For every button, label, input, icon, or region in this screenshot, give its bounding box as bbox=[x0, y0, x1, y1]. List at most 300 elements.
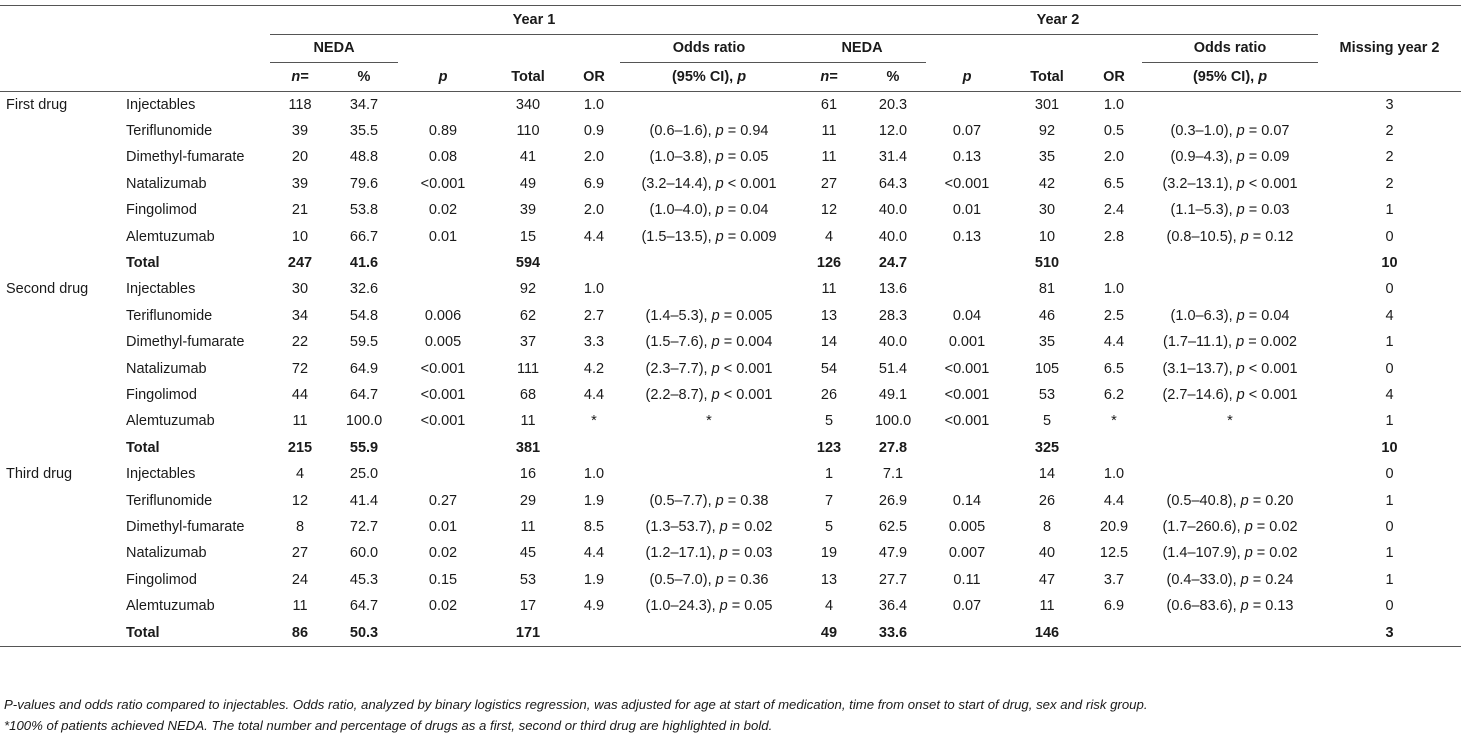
cell-y1-total: 39 bbox=[519, 202, 537, 219]
cell-y1-total: 11 bbox=[520, 413, 536, 430]
cell-y2-p bbox=[926, 461, 1008, 487]
cell-y1-p: 0.005 bbox=[424, 334, 462, 351]
cell-y1-pct: 60.0 bbox=[349, 545, 379, 562]
p-symbol: p bbox=[715, 123, 724, 140]
cell-y2-total: 26 bbox=[1038, 492, 1056, 509]
cell-y1-or: 4.4 bbox=[583, 228, 605, 245]
total-y2-n: 49 bbox=[798, 619, 860, 646]
total-empty bbox=[1086, 250, 1142, 276]
table-footnotes bbox=[4, 694, 1454, 736]
cell-y1-p bbox=[398, 276, 488, 302]
y1-pct-header: % bbox=[330, 63, 398, 92]
cell-y1-or: 1.9 bbox=[583, 571, 605, 588]
drug-name: Dimethyl-fumarate bbox=[126, 334, 245, 351]
total-y1-total: 594 bbox=[515, 255, 541, 272]
total-label: Total bbox=[126, 255, 160, 272]
total-missing: 10 bbox=[1381, 439, 1398, 456]
total-y2-n: 123 bbox=[816, 439, 842, 456]
cell-y1-total: 41 bbox=[519, 149, 537, 166]
missing-year2-header: Missing year 2 bbox=[1339, 40, 1440, 57]
total-y1-total: 171 bbox=[488, 619, 568, 646]
cell-y2-or: 12.5 bbox=[1099, 545, 1129, 562]
cell-y1-ci: (0.5–7.0), p = 0.36 bbox=[649, 571, 769, 588]
cell-y1-ci: (1.3–53.7), p = 0.02 bbox=[645, 518, 773, 535]
table-row bbox=[0, 329, 1461, 355]
p-symbol: p bbox=[715, 228, 724, 245]
cell-y2-n: 1 bbox=[824, 466, 834, 483]
cell-missing: 0 bbox=[1385, 281, 1394, 298]
cell-missing: 0 bbox=[1385, 228, 1394, 245]
drug-name: Teriflunomide bbox=[126, 492, 213, 509]
total-row bbox=[0, 250, 1461, 276]
cell-y1-pct: 25.0 bbox=[349, 466, 379, 483]
group-label bbox=[0, 487, 120, 513]
cell-missing: 0 bbox=[1385, 360, 1394, 377]
cell-y1-ci bbox=[620, 276, 798, 302]
cell-y1-n: 21 bbox=[291, 202, 309, 219]
cell-y1-or: 1.0 bbox=[583, 281, 605, 298]
drug-name: Fingolimod bbox=[126, 386, 197, 403]
cell-y1-total: 15 bbox=[519, 228, 537, 245]
year2-header: Year 2 bbox=[798, 6, 1318, 35]
cell-y2-or: 1.0 bbox=[1103, 281, 1125, 298]
cell-y2-n: 13 bbox=[820, 571, 838, 588]
header-row-columns bbox=[0, 63, 1461, 92]
cell-y1-pct: 48.8 bbox=[349, 149, 379, 166]
cell-y1-ci bbox=[620, 461, 798, 487]
drug-name: Injectables bbox=[126, 466, 196, 483]
cell-y2-ci: (1.7–11.1), p = 0.002 bbox=[1163, 334, 1297, 351]
cell-y2-p: 0.01 bbox=[952, 202, 982, 219]
cell-y1-p: 0.02 bbox=[428, 598, 458, 615]
total-empty bbox=[926, 435, 1008, 461]
cell-missing: 1 bbox=[1385, 334, 1394, 351]
year2-odds-ratio-header: Odds ratio bbox=[1142, 34, 1318, 63]
table-row bbox=[0, 461, 1461, 487]
cell-y1-p: 0.15 bbox=[428, 571, 458, 588]
cell-y1-ci: (0.5–7.7), p = 0.38 bbox=[649, 492, 769, 509]
cell-y2-total: 92 bbox=[1038, 123, 1056, 140]
group-label bbox=[0, 408, 120, 434]
cell-y1-n: 118 bbox=[288, 96, 312, 113]
cell-y2-n: 7 bbox=[824, 492, 834, 509]
cell-y2-total: 8 bbox=[1042, 518, 1052, 535]
cell-y2-pct: 40.0 bbox=[878, 202, 908, 219]
p-symbol: p bbox=[1240, 492, 1249, 509]
cell-y2-n: 5 bbox=[824, 518, 834, 535]
cell-y2-ci: (1.0–6.3), p = 0.04 bbox=[1170, 307, 1290, 324]
p-symbol: p bbox=[1244, 545, 1253, 562]
total-y2-pct: 27.8 bbox=[878, 439, 908, 456]
p-symbol: p bbox=[1236, 334, 1245, 351]
cell-y1-or: 6.9 bbox=[583, 175, 605, 192]
cell-y2-p bbox=[926, 91, 1008, 118]
total-y1-total: 381 bbox=[515, 439, 541, 456]
cell-missing: 0 bbox=[1385, 598, 1394, 615]
cell-y2-total: 5 bbox=[1042, 413, 1052, 430]
cell-y2-total: 42 bbox=[1038, 175, 1056, 192]
total-y1-n: 247 bbox=[287, 255, 313, 272]
cell-y2-pct: 51.4 bbox=[878, 360, 908, 377]
p-symbol: p bbox=[719, 545, 728, 562]
cell-y2-or: 2.4 bbox=[1103, 202, 1125, 219]
total-empty bbox=[568, 250, 620, 276]
group-label-empty bbox=[0, 435, 120, 461]
cell-y2-pct: 47.9 bbox=[878, 545, 908, 562]
cell-y1-or: 8.5 bbox=[583, 518, 605, 535]
group-label bbox=[0, 144, 120, 170]
y2-or-header: OR bbox=[1086, 63, 1142, 92]
cell-y1-or: 2.0 bbox=[583, 149, 605, 166]
table-row bbox=[0, 382, 1461, 408]
footnote-2: *100% of patients achieved NEDA. The total number and percentage of drugs as a first, second or third drug are highlighted in bold. bbox=[4, 718, 773, 733]
group-label bbox=[0, 197, 120, 223]
group-label bbox=[0, 567, 120, 593]
cell-y1-pct: 64.7 bbox=[349, 598, 379, 615]
cell-y2-pct: 12.0 bbox=[878, 123, 908, 140]
group-label bbox=[0, 223, 120, 249]
cell-y1-total: 111 bbox=[516, 360, 540, 377]
cell-y2-pct: 62.5 bbox=[878, 518, 908, 535]
cell-missing: 3 bbox=[1385, 96, 1394, 113]
year1-odds-ratio-header: Odds ratio bbox=[620, 34, 798, 63]
cell-y2-ci: (0.6–83.6), p = 0.13 bbox=[1166, 598, 1294, 615]
cell-y2-n: 14 bbox=[820, 334, 838, 351]
cell-y2-total: 40 bbox=[1038, 545, 1056, 562]
total-y2-total: 510 bbox=[1034, 255, 1060, 272]
p-symbol: p bbox=[1236, 202, 1245, 219]
table-row bbox=[0, 144, 1461, 170]
total-y2-total: 325 bbox=[1034, 439, 1060, 456]
total-empty bbox=[398, 435, 488, 461]
cell-y2-n: 26 bbox=[820, 386, 838, 403]
cell-y1-p: <0.001 bbox=[420, 386, 466, 403]
total-empty bbox=[620, 250, 798, 276]
p-symbol: p bbox=[1240, 598, 1249, 615]
drug-name: Teriflunomide bbox=[126, 307, 213, 324]
cell-y1-ci: * bbox=[706, 413, 712, 430]
p-symbol: p bbox=[715, 571, 724, 588]
cell-y2-n: 19 bbox=[820, 545, 838, 562]
cell-y1-n: 72 bbox=[291, 360, 309, 377]
total-empty bbox=[620, 619, 798, 646]
cell-y2-n: 11 bbox=[821, 149, 837, 166]
total-y1-pct: 41.6 bbox=[349, 255, 379, 272]
p-symbol: p bbox=[719, 518, 728, 535]
p-symbol: p bbox=[1236, 175, 1245, 192]
cell-y1-total: 16 bbox=[519, 466, 537, 483]
cell-y1-pct: 53.8 bbox=[349, 202, 379, 219]
drug-name: Alemtuzumab bbox=[126, 598, 215, 615]
cell-missing: 1 bbox=[1385, 492, 1394, 509]
cell-y1-n: 12 bbox=[291, 492, 309, 509]
cell-y1-ci: (0.6–1.6), p = 0.94 bbox=[649, 123, 769, 140]
cell-y2-p: 0.13 bbox=[952, 228, 982, 245]
cell-y1-total: 49 bbox=[519, 175, 537, 192]
total-empty bbox=[1086, 619, 1142, 646]
p-symbol: p bbox=[711, 360, 720, 377]
year1-header: Year 1 bbox=[270, 6, 798, 35]
cell-y2-ci bbox=[1142, 91, 1318, 118]
cell-y2-ci bbox=[1142, 461, 1318, 487]
p-symbol: p bbox=[1240, 228, 1249, 245]
group-label bbox=[0, 355, 120, 381]
ci-p: p bbox=[1258, 68, 1268, 85]
cell-y2-total: 35 bbox=[1038, 334, 1056, 351]
cell-y2-or: 2.5 bbox=[1103, 307, 1125, 324]
cell-missing: 1 bbox=[1385, 571, 1394, 588]
p-symbol: p bbox=[1236, 307, 1245, 324]
cell-y2-or: 0.5 bbox=[1103, 123, 1125, 140]
table-row bbox=[0, 303, 1461, 329]
table-row bbox=[0, 223, 1461, 249]
group-label: Third drug bbox=[6, 466, 73, 483]
cell-y2-p: 0.04 bbox=[952, 307, 982, 324]
total-y1-pct: 50.3 bbox=[330, 619, 398, 646]
cell-y2-or: 2.8 bbox=[1103, 228, 1125, 245]
total-y1-pct: 55.9 bbox=[349, 439, 379, 456]
cell-y1-n: 34 bbox=[291, 307, 309, 324]
table-row bbox=[0, 593, 1461, 619]
cell-y2-n: 11 bbox=[821, 123, 837, 140]
table-row bbox=[0, 91, 1461, 118]
y2-ci-header bbox=[1142, 63, 1318, 92]
cell-y1-pct: 59.5 bbox=[349, 334, 379, 351]
cell-y1-n: 8 bbox=[295, 518, 305, 535]
total-empty bbox=[398, 619, 488, 646]
total-y1-n: 86 bbox=[270, 619, 330, 646]
cell-y1-pct: 32.6 bbox=[349, 281, 379, 298]
cell-y1-p: <0.001 bbox=[420, 360, 466, 377]
cell-y2-total: 14 bbox=[1038, 466, 1056, 483]
cell-missing: 1 bbox=[1385, 413, 1394, 430]
cell-y1-pct: 41.4 bbox=[349, 492, 379, 509]
cell-y2-ci: (0.5–40.8), p = 0.20 bbox=[1166, 492, 1294, 509]
total-empty bbox=[1142, 619, 1318, 646]
cell-y2-n: 27 bbox=[820, 175, 838, 192]
cell-y1-total: 68 bbox=[519, 386, 537, 403]
cell-y2-or: 6.5 bbox=[1103, 175, 1125, 192]
cell-y2-or: 6.9 bbox=[1103, 598, 1125, 615]
cell-y1-p bbox=[398, 461, 488, 487]
cell-y1-or: 1.9 bbox=[583, 492, 605, 509]
cell-y1-p: 0.01 bbox=[428, 228, 458, 245]
cell-y1-or: 4.9 bbox=[583, 598, 605, 615]
cell-y2-ci: (0.8–10.5), p = 0.12 bbox=[1166, 228, 1294, 245]
cell-y1-or: 1.0 bbox=[583, 466, 605, 483]
total-missing: 3 bbox=[1318, 619, 1461, 646]
drug-name: Natalizumab bbox=[126, 545, 207, 562]
p-symbol: p bbox=[1240, 571, 1249, 588]
group-label bbox=[0, 514, 120, 540]
cell-y1-pct: 54.8 bbox=[349, 307, 379, 324]
cell-y2-or: 1.0 bbox=[1103, 96, 1125, 113]
cell-y1-total: 340 bbox=[515, 96, 541, 113]
cell-y1-n: 22 bbox=[291, 334, 309, 351]
table-row bbox=[0, 276, 1461, 302]
cell-y1-total: 29 bbox=[519, 492, 537, 509]
year1-neda-header: NEDA bbox=[270, 34, 398, 63]
group-label: Second drug bbox=[6, 281, 89, 298]
p-symbol: p bbox=[711, 307, 720, 324]
p-symbol: p bbox=[1236, 360, 1245, 377]
cell-y1-ci: (1.4–5.3), p = 0.005 bbox=[645, 307, 773, 324]
cell-y2-n: 4 bbox=[824, 228, 834, 245]
cell-y2-ci: (0.4–33.0), p = 0.24 bbox=[1166, 571, 1294, 588]
cell-y2-pct: 26.9 bbox=[878, 492, 908, 509]
cell-y2-n: 5 bbox=[824, 413, 834, 430]
cell-y2-p: <0.001 bbox=[944, 386, 990, 403]
cell-y1-or: 2.7 bbox=[583, 307, 605, 324]
cell-y2-pct: 27.7 bbox=[878, 571, 908, 588]
group-label-empty bbox=[0, 250, 120, 276]
cell-y2-ci bbox=[1142, 276, 1318, 302]
cell-y1-n: 44 bbox=[291, 386, 309, 403]
cell-y1-pct: 72.7 bbox=[349, 518, 379, 535]
cell-y2-total: 47 bbox=[1038, 571, 1056, 588]
cell-y2-or: 1.0 bbox=[1103, 466, 1125, 483]
cell-y1-p: 0.02 bbox=[428, 545, 458, 562]
cell-y1-p: <0.001 bbox=[420, 413, 466, 430]
total-empty bbox=[398, 250, 488, 276]
results-table bbox=[0, 5, 1461, 647]
cell-y1-ci: (1.5–7.6), p = 0.004 bbox=[645, 334, 773, 351]
year2-neda-header: NEDA bbox=[798, 34, 926, 63]
cell-y2-ci: (1.1–5.3), p = 0.03 bbox=[1170, 202, 1290, 219]
p-symbol: p bbox=[715, 202, 724, 219]
cell-y1-n: 4 bbox=[295, 466, 305, 483]
cell-y1-pct: 100.0 bbox=[345, 413, 383, 430]
cell-y2-pct: 40.0 bbox=[878, 334, 908, 351]
cell-y1-n: 24 bbox=[291, 571, 309, 588]
cell-y2-total: 53 bbox=[1038, 386, 1056, 403]
cell-y2-p: 0.07 bbox=[952, 123, 982, 140]
cell-y2-ci: (3.1–13.7), p < 0.001 bbox=[1162, 360, 1298, 377]
cell-y2-ci: (1.4–107.9), p = 0.02 bbox=[1162, 545, 1298, 562]
cell-y1-or: * bbox=[591, 413, 597, 430]
p-symbol: p bbox=[719, 598, 728, 615]
cell-y1-or: 1.0 bbox=[583, 96, 605, 113]
cell-y1-ci: (1.0–3.8), p = 0.05 bbox=[649, 149, 769, 166]
total-empty bbox=[568, 619, 620, 646]
drug-name: Fingolimod bbox=[126, 202, 197, 219]
cell-y2-total: 46 bbox=[1038, 307, 1056, 324]
header-row-years bbox=[0, 6, 1461, 35]
cell-y1-total: 62 bbox=[519, 307, 537, 324]
cell-y2-or: 4.4 bbox=[1103, 334, 1125, 351]
cell-y1-p: 0.27 bbox=[428, 492, 458, 509]
table-body bbox=[0, 91, 1461, 646]
y2-pct-header: % bbox=[860, 63, 926, 92]
cell-y1-n: 39 bbox=[291, 175, 309, 192]
y2-n-header: n= bbox=[798, 63, 860, 92]
cell-y1-total: 110 bbox=[516, 123, 540, 140]
table-row bbox=[0, 408, 1461, 434]
cell-y2-n: 13 bbox=[820, 307, 838, 324]
p-symbol: p bbox=[711, 386, 720, 403]
group-label bbox=[0, 382, 120, 408]
drug-name: Natalizumab bbox=[126, 175, 207, 192]
cell-y2-or: 2.0 bbox=[1103, 149, 1125, 166]
cell-y1-n: 20 bbox=[291, 149, 309, 166]
cell-y2-ci: (2.7–14.6), p < 0.001 bbox=[1162, 386, 1298, 403]
cell-y1-n: 11 bbox=[292, 413, 308, 430]
group-label: First drug bbox=[6, 96, 68, 113]
footnote-1: P-values and odds ratio compared to injectables. Odds ratio, analyzed by binary logistics regression, was adjusted for age at start of medication, time from onset to start of drug, sex and risk group. bbox=[4, 697, 1148, 712]
cell-y1-p: 0.89 bbox=[428, 123, 458, 140]
cell-y2-total: 30 bbox=[1038, 202, 1056, 219]
drug-name: Dimethyl-fumarate bbox=[126, 518, 245, 535]
cell-y2-p: 0.07 bbox=[952, 598, 982, 615]
cell-y1-total: 92 bbox=[519, 281, 537, 298]
total-empty bbox=[620, 435, 798, 461]
cell-y2-p: <0.001 bbox=[944, 413, 990, 430]
cell-y1-or: 0.9 bbox=[583, 123, 605, 140]
cell-y1-ci bbox=[620, 91, 798, 118]
cell-y1-or: 2.0 bbox=[583, 202, 605, 219]
table-row bbox=[0, 171, 1461, 197]
cell-y1-n: 10 bbox=[291, 228, 309, 245]
cell-missing: 1 bbox=[1385, 545, 1394, 562]
cell-y2-p: 0.001 bbox=[948, 334, 986, 351]
ci-prefix: (95% CI), bbox=[1192, 68, 1259, 85]
p-symbol: p bbox=[711, 334, 720, 351]
cell-y2-ci: (1.7–260.6), p = 0.02 bbox=[1162, 518, 1298, 535]
cell-y1-ci: (1.5–13.5), p = 0.009 bbox=[641, 228, 777, 245]
cell-y2-or: 6.2 bbox=[1103, 386, 1125, 403]
total-y2-n: 126 bbox=[816, 255, 842, 272]
cell-y1-ci: (3.2–14.4), p < 0.001 bbox=[641, 175, 777, 192]
table-row bbox=[0, 540, 1461, 566]
table-row bbox=[0, 514, 1461, 540]
table-row bbox=[0, 355, 1461, 381]
drug-name: Natalizumab bbox=[126, 360, 207, 377]
cell-y2-n: 54 bbox=[820, 360, 838, 377]
cell-y2-total: 11 bbox=[1039, 598, 1055, 615]
p-symbol: p bbox=[1236, 386, 1245, 403]
cell-y1-or: 4.4 bbox=[583, 386, 605, 403]
cell-y2-total: 105 bbox=[1034, 360, 1060, 377]
header-row-groups bbox=[0, 34, 1461, 63]
cell-y1-ci: (1.2–17.1), p = 0.03 bbox=[645, 545, 773, 562]
cell-y2-p bbox=[926, 276, 1008, 302]
cell-y1-ci: (1.0–24.3), p = 0.05 bbox=[645, 598, 773, 615]
total-y1-n: 215 bbox=[287, 439, 313, 456]
p-symbol: p bbox=[715, 149, 724, 166]
cell-y1-p: 0.01 bbox=[428, 518, 458, 535]
cell-y2-total: 81 bbox=[1038, 281, 1056, 298]
cell-y1-ci: (1.0–4.0), p = 0.04 bbox=[649, 202, 769, 219]
p-symbol: p bbox=[1236, 123, 1245, 140]
cell-y2-pct: 7.1 bbox=[882, 466, 904, 483]
cell-y2-or: 3.7 bbox=[1103, 571, 1125, 588]
table-row bbox=[0, 487, 1461, 513]
cell-y2-or: 4.4 bbox=[1103, 492, 1125, 509]
p-symbol: p bbox=[715, 492, 724, 509]
cell-y1-n: 39 bbox=[291, 123, 309, 140]
table-row bbox=[0, 567, 1461, 593]
table-row bbox=[0, 118, 1461, 144]
drug-name: Alemtuzumab bbox=[126, 228, 215, 245]
cell-y2-p: <0.001 bbox=[944, 175, 990, 192]
cell-y2-pct: 49.1 bbox=[878, 386, 908, 403]
cell-y2-ci: (0.3–1.0), p = 0.07 bbox=[1170, 123, 1290, 140]
cell-y2-p: <0.001 bbox=[944, 360, 990, 377]
cell-y1-or: 3.3 bbox=[583, 334, 605, 351]
cell-y2-n: 61 bbox=[820, 96, 838, 113]
drug-name: Dimethyl-fumarate bbox=[126, 149, 245, 166]
total-missing: 10 bbox=[1381, 255, 1398, 272]
